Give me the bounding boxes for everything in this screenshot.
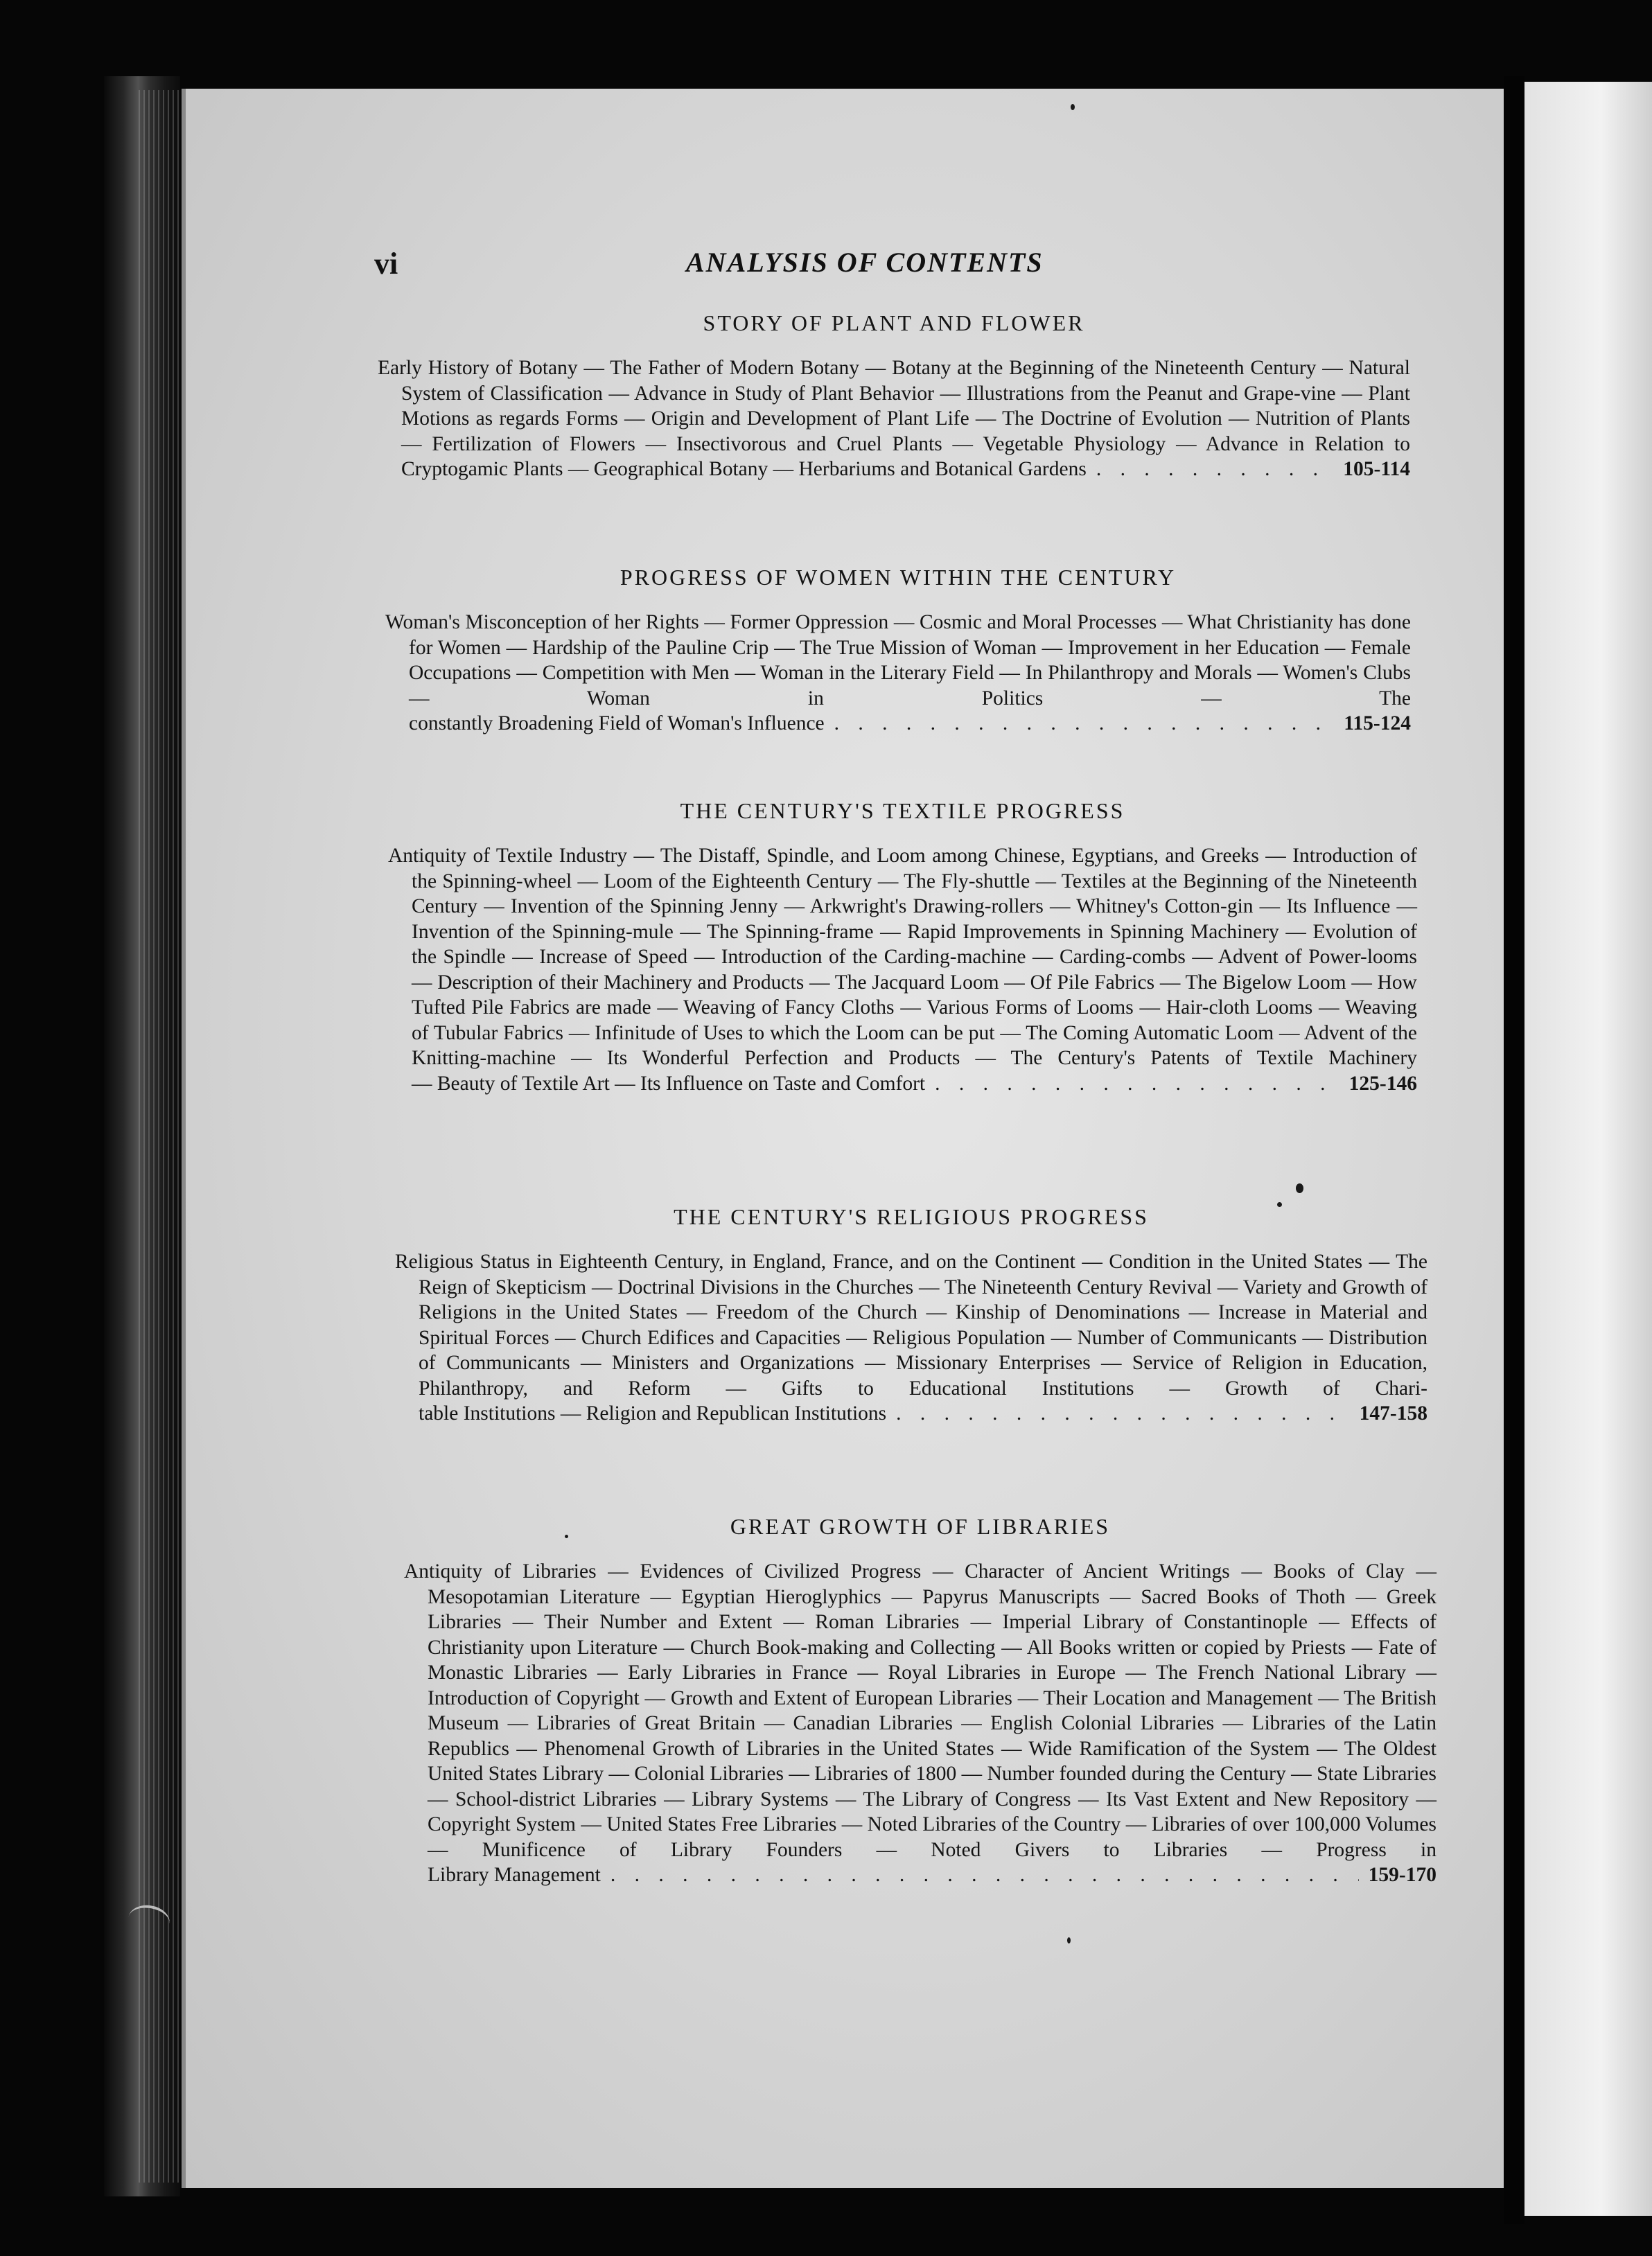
section-growth-of-libraries xyxy=(404,1514,1436,1888)
section-summary: Antiquity of Textile Industry — The Distaff, Spindle, and Loom among Chinese, Egyptians, and Greeks — Introduction of the Spinning-wheel — Loom of the Eighteenth Century — The Fly-shuttle — Textiles at the Beginning of the Nineteenth Century — Invention of the Spinning Jenny — Arkwright's Drawing-rollers — Whitney's Cotton-gin — Its Influence — Invention of the Spinning-mule — The Spinning-frame — Rapid Improvements in Spinning Machinery — Evolution of the Spindle — Increase of Speed — Introduction of the Carding-machine — Carding-combs — Advent of Power-looms — Description of their Machinery and Products — The Jacquard Loom — Of Pile Fabrics — The Bigelow Loom — How Tufted Pile Fabrics are made — Weaving of Fancy Cloths — Various Forms of Looms — Hair-cloth Looms — Weaving of Tubular Fabrics — Infinitude of Uses to which the Loom can be put — The Coming Automatic Loom — Advent of the Knitting-machine — Its Wonderful Perfection and Products — The Century's Patents of Textile Machinery xyxy=(388,845,1417,1069)
adjacent-page xyxy=(1524,82,1652,2216)
ink-speck xyxy=(1071,104,1075,110)
page-range: 159-170 xyxy=(1368,1864,1436,1886)
section-heading: STORY OF PLANT AND FLOWER xyxy=(703,310,1085,335)
page-range: 105-114 xyxy=(1343,458,1410,480)
section-religious-progress xyxy=(395,1204,1427,1427)
section-last-line xyxy=(378,457,1410,482)
dot-leader xyxy=(896,1401,1350,1427)
section-heading: THE CENTURY'S RELIGIOUS PROGRESS xyxy=(674,1204,1149,1229)
page-range: 115-124 xyxy=(1344,712,1411,734)
dot-leader xyxy=(834,711,1335,737)
page-range: 147-158 xyxy=(1359,1402,1427,1425)
section-last-line xyxy=(395,1401,1427,1427)
section-last-line xyxy=(404,1862,1436,1888)
page-number: vi xyxy=(374,247,398,281)
ink-speck xyxy=(1067,1937,1071,1944)
ink-speck xyxy=(1277,1202,1282,1207)
last-line-text: Cryptogamic Plants — Geographical Botany — Herbariums and Botanical Gardens xyxy=(401,458,1087,480)
last-line-text: Library Management xyxy=(428,1864,601,1886)
section-progress-of-women xyxy=(385,565,1411,737)
section-heading: THE CENTURY'S TEXTILE PROGRESS xyxy=(680,798,1125,823)
last-line-text: table Institutions — Religion and Republican Institutions xyxy=(419,1402,887,1425)
page-range: 125-146 xyxy=(1348,1072,1417,1095)
section-summary: Religious Status in Eighteenth Century, in England, France, and on the Continent — Condition in the United States — The Reign of Skepticism — Doctrinal Divisions in the Churches — The Nineteenth Century Revival — Variety and Growth of Religions in the United States — Freedom of the Church — Kinship of Denominations — Increase in Material and Spiritual Forces — Church Edifices and Capacities — Religious Population — Number of Communicants — Distribution of Communicants — Ministers and Organizations — Missionary Enterprises — Service of Religion in Education, Philanthropy, and Reform — Gifts to Educational Institutions — Growth of Chari- xyxy=(395,1251,1427,1400)
section-summary: Antiquity of Libraries — Evidences of Civilized Progress — Character of Ancient Writings — Books of Clay — Mesopotamian Literature — Egyptian Hieroglyphics — Papyrus Manuscripts — Sacred Books of Thoth — Greek Libraries — Their Number and Extent — Roman Libraries — Imperial Library of Constantinople — Effects of Christianity upon Literature — Church Book-making and Collecting — All Books written or copied by Priests — Fate of Monastic Libraries — Early Libraries in France — Royal Libraries in Europe — The French National Library — Introduction of Copyright — Growth and Extent of European Libraries — Their Location and Management — The British Museum — Libraries of Great Britain — Canadian Libraries — English Colonial Libraries — Libraries of the Latin Republics — Phenomenal Growth of Libraries in the United States — Wide Ramification of the System — The Oldest United States Library — Colonial Libraries — Libraries of 1800 — Number founded during the Century — State Libraries — School-district Libraries — Library Systems — The Library of Congress — Its Vast Extent and New Repository — Copyright System — United States Free Libraries — Noted Libraries of the Country — Libraries of over 100,000 Volumes — Munificence of Library Founders — Noted Givers to Libraries — Progress in xyxy=(404,1560,1436,1861)
section-last-line xyxy=(388,1071,1417,1097)
section-heading: PROGRESS OF WOMEN WITHIN THE CENTURY xyxy=(620,565,1177,590)
running-head: ANALYSIS OF CONTENTS xyxy=(686,247,1044,278)
ink-speck xyxy=(1296,1183,1303,1193)
last-line-text: — Beauty of Textile Art — Its Influence on Taste and Comfort xyxy=(412,1072,926,1095)
section-textile-progress xyxy=(388,798,1417,1096)
ink-speck xyxy=(565,1535,568,1538)
gutter xyxy=(1504,76,1524,2224)
page-edges xyxy=(139,90,180,2183)
section-heading: GREAT GROWTH OF LIBRARIES xyxy=(730,1514,1111,1539)
dot-leader xyxy=(1096,457,1333,482)
section-plant-and-flower xyxy=(378,310,1410,482)
section-summary: Woman's Misconception of her Rights — Former Oppression — Cosmic and Moral Processes — What Christianity has done for Women — Hardship of the Pauline Crip — The True Mission of Woman — Improvement in her Education — Female Occupations — Competition with Men — Woman in the Literary Field — In Philanthropy and Morals — Women's Clubs — Woman in Politics — The xyxy=(385,611,1411,710)
last-line-text: constantly Broadening Field of Woman's Influence xyxy=(409,712,825,734)
section-last-line xyxy=(385,711,1411,737)
section-summary: Early History of Botany — The Father of Modern Botany — Botany at the Beginning of the Nineteenth Century — Natural System of Classification — Advance in Study of Plant Behavior — Illustrations from the Peanut and Grape-vine — Plant Motions as regards Forms — Origin and Development of Plant Life — The Doctrine of Evolution — Nutrition of Plants — Fertilization of Flowers — Insectivorous and Cruel Plants — Vegetable Physiology — Advance in Relation to xyxy=(378,357,1410,455)
dot-leader xyxy=(935,1071,1339,1097)
dot-leader xyxy=(610,1862,1359,1888)
